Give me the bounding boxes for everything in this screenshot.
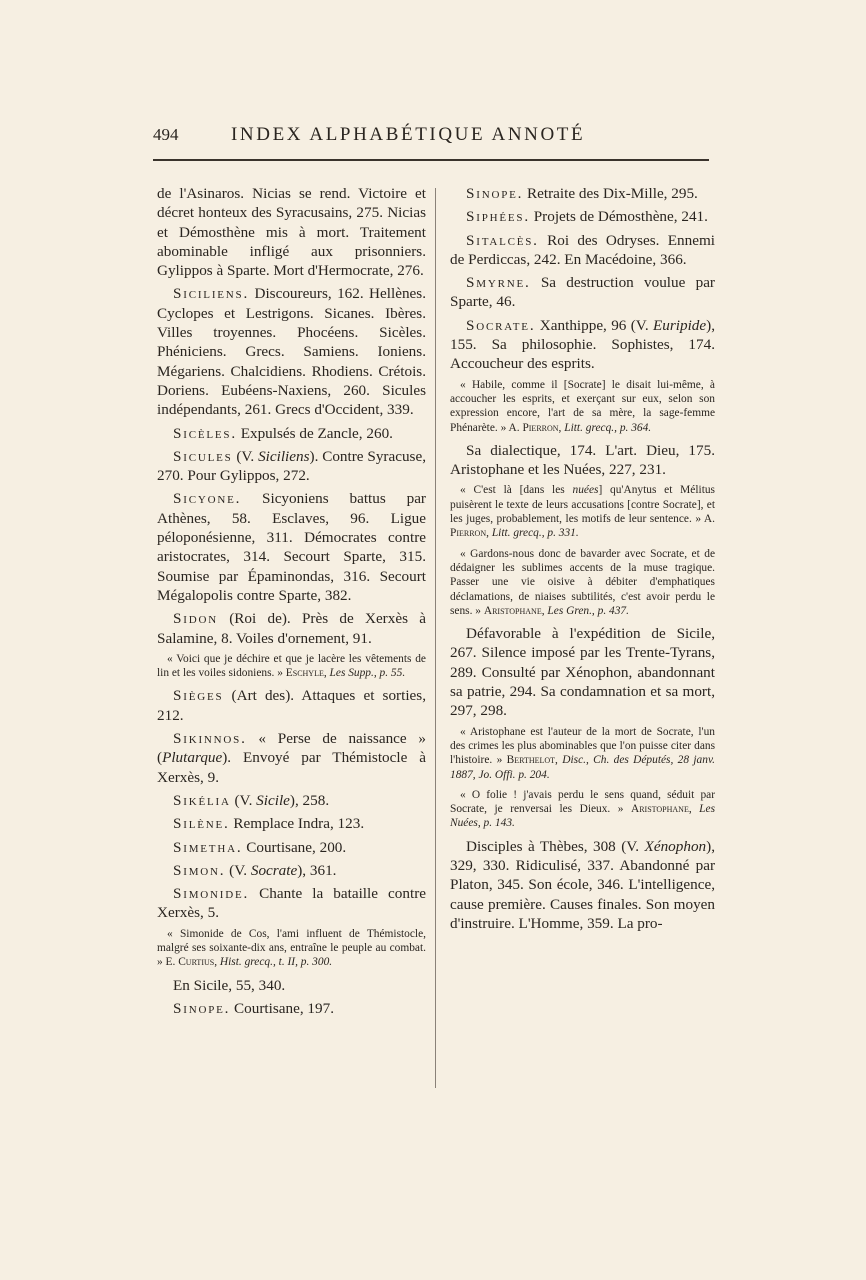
index-entry: Simonide. Chante la bataille contre Xerxès, 5. (157, 885, 426, 922)
quotation: « Gardons-nous donc de bavarder avec Socrate, et de dédaigner les sublimes accents de la muse tragique. Passer une vie oisive à débiter d'emphatiques déclamations, de niaises subtilités, c'est avoir perdu le sens. » Aristophane, Les Gren., p. 437. (450, 547, 715, 617)
headword: Siciliens. (173, 285, 250, 303)
quotation: « Habile, comme il [Socrate] le disait lui-même, à accoucher les esprits, et exerçant sur eux, selon son expression encore, l'art de sa mère, la sage-femme Phénarète. » A. Pierron, Litt. grecq., p. 364. (450, 378, 715, 434)
cross-reference: Euripide (652, 316, 707, 334)
headword: Silène. (173, 815, 230, 833)
index-entry: Simetha. Courtisane, 200. (173, 838, 347, 856)
quote-source: Litt. grecq., p. 331. (488, 527, 579, 540)
quote-source: Les Nuées, p. 143. (450, 803, 716, 830)
quote-source: Les Gren., p. 437. (544, 604, 629, 617)
quotation: « Aristophane est l'auteur de la mort de Socrate, l'un des crimes les plus abominables que l'on puisse citer dans l'histoire. » Berthelot, Disc., Ch. des Députés, 28 janv. 1887, Jo. Offi. p. 204. (450, 725, 715, 781)
index-entry: Sidon (Roi de). Près de Xerxès à Salamine, 8. Voiles d'ornement, 91. (157, 610, 426, 647)
quote-source: Hist. grecq., t. II, p. 300. (217, 956, 333, 969)
index-entry: Sinope. Retraite des Dix-Mille, 295. (466, 185, 698, 202)
index-entry: Disciples à Thèbes, 308 (V. Xénophon), 329, 330. Ridiculisé, 337. Abandonné par Platon, 345. Son école, 346. L'intelligence, cause première. Causes finales. Son moyen d'instruire. L'Homme, 359. La pro- (450, 837, 715, 932)
headword: Sinope. (173, 999, 231, 1017)
index-entry: Sikélia (V. Sicile), 258. (173, 791, 330, 809)
index-entry: Sicèles. Expulsés de Zancle, 260. (173, 424, 393, 442)
headword: Simetha. (173, 838, 243, 856)
index-entry: Défavorable à l'expédition de Sicile, 267. Silence imposé par les Trente-Tyrans, 289. Consulté par Xénophon, abandonnant sa patrie, 294. Sa condamnation et sa mort, 297, 298. (450, 625, 715, 720)
cross-reference: Sicile (256, 791, 290, 809)
index-entry: Sièges (Art des). Attaques et sorties, 212. (157, 687, 426, 724)
index-entry: Sicules (V. Siciliens). Contre Syracuse, 270. Pour Gylippos, 272. (157, 447, 426, 485)
cross-reference: Socrate (250, 861, 298, 879)
quotation: « C'est là [dans les nuées] qu'Anytus et Mélitus puisèrent le texte de leurs accusations [contre Socrate], et les juges, probablement, les motifs de leur sentence. » A. Pierron, Litt. grecq., p. 331. (450, 484, 715, 540)
column-divider (435, 188, 436, 1088)
quotation: « Voici que je déchire et que je lacère les vêtements de lin et les voiles sidoniens. » Eschyle, Les Supp., p. 55. (157, 652, 426, 680)
headword: Sicèles. (173, 424, 237, 442)
quote-author: Eschyle, (285, 667, 327, 680)
headword: Sitalcès. (466, 231, 539, 249)
index-entry: Sitalcès. Roi des Odryses. Ennemi de Perdiccas, 242. En Macédoine, 366. (450, 231, 715, 268)
index-entry: En Sicile, 55, 340. (173, 976, 286, 994)
index-entry: Socrate. Xanthippe, 96 (V. Euripide), 155. Sa philosophie. Sophistes, 174. Accoucheur des esprits. (450, 316, 715, 373)
index-entry: Sicyone. Sicyoniens battus par Athènes, 58. Esclaves, 96. Ligue péloponésienne, 311. Démocrates contre aristocrates, 314. Secourt Sparte, 315. Soumise par Épaminondas, 316. Secourt Mégalopolis contre Sparte, 382. (157, 490, 426, 604)
headword: Sidon (173, 610, 218, 628)
quote-author: Aristophane, (483, 604, 545, 617)
right-column (450, 184, 715, 937)
headword: Smyrne. (466, 274, 531, 292)
headword: Simon. (173, 861, 226, 879)
headword: Sièges (173, 687, 224, 705)
italic-word: nuées (572, 484, 599, 497)
quote-author: Berthelot, (506, 754, 558, 767)
headword: Sicules (173, 447, 233, 465)
headword: Sicyone. (173, 490, 242, 508)
cross-reference: Xénophon (644, 837, 707, 855)
headword: Sinope. (466, 185, 524, 202)
quote-author: Pierron, (522, 421, 562, 434)
headword: Sikélia (173, 791, 231, 809)
index-entry: Smyrne. Sa destruction voulue par Sparte, 46. (450, 274, 715, 311)
index-entry: Sikinnos. « Perse de naissance » (Plutarque). Envoyé par Thémistocle à Xerxès, 9. (157, 730, 426, 786)
quote-source: Litt. grecq., p. 364. (561, 421, 652, 434)
headword: Simonide. (173, 885, 250, 903)
quote-author: Aristophane, (630, 803, 692, 816)
index-entry: Sinope. Courtisane, 197. (173, 999, 335, 1017)
index-entry: de l'Asinaros. Nicias se rend. Victoire et décret honteux des Syracusains, 275. Nicias et Démosthène mis à mort. Traitement abominable infligé aux prisonniers. Gylippos à Sparte. Mort d'Hermocrate, 276. (157, 185, 426, 280)
quotation: « O folie ! j'avais perdu le sens quand, séduit par Socrate, je renversai les Dieux. » Aristophane, Les Nuées, p. 143. (450, 788, 716, 830)
quote-source: Les Supp., p. 55. (326, 667, 406, 680)
index-entry: Sa dialectique, 174. L'art. Dieu, 175. Aristophane et les Nuées, 227, 231. (450, 441, 715, 479)
page-number: 494 (153, 125, 179, 144)
quote-author: E. Curtius, (165, 956, 218, 969)
index-entry: Siphées. Projets de Démosthène, 241. (466, 208, 708, 226)
cross-reference: Plutarque (162, 749, 223, 767)
header-rule (153, 159, 709, 161)
quote-source: Disc., Ch. des Députés, 28 janv. 1887, Jo. Offi. p. 204. (450, 754, 715, 781)
headword: Siphées. (466, 208, 530, 226)
quotation: « Simonide de Cos, l'ami influent de Thémistocle, malgré ses soixante-dix ans, entraîne le peuple au combat. » E. Curtius, Hist. grecq., t. II, p. 300. (157, 927, 426, 969)
headword: Sikinnos. (173, 730, 247, 748)
index-entry: Simon. (V. Socrate), 361. (173, 861, 337, 879)
page-header (153, 124, 713, 146)
index-entry: Silène. Remplace Indra, 123. (173, 815, 365, 833)
index-entry: Siciliens. Discoureurs, 162. Hellènes. Cyclopes et Lestrigons. Sicanes. Ibères. Villes troyennes. Phocéens. Sicèles. Phéniciens. Grecs. Samiens. Ioniens. Mégariens. Chalcidiens. Rhodiens. Crétois. Doriens. Eubéens-Naxiens, 260. Sicules indépendants, 261. Grecs d'Occident, 339. (157, 285, 426, 419)
left-column (157, 184, 426, 1022)
quote-author: Pierron, (450, 527, 489, 540)
headword: Socrate. (466, 316, 536, 334)
cross-reference: Siciliens (258, 447, 310, 465)
running-title: INDEX ALPHABÉTIQUE ANNOTÉ (231, 124, 586, 145)
